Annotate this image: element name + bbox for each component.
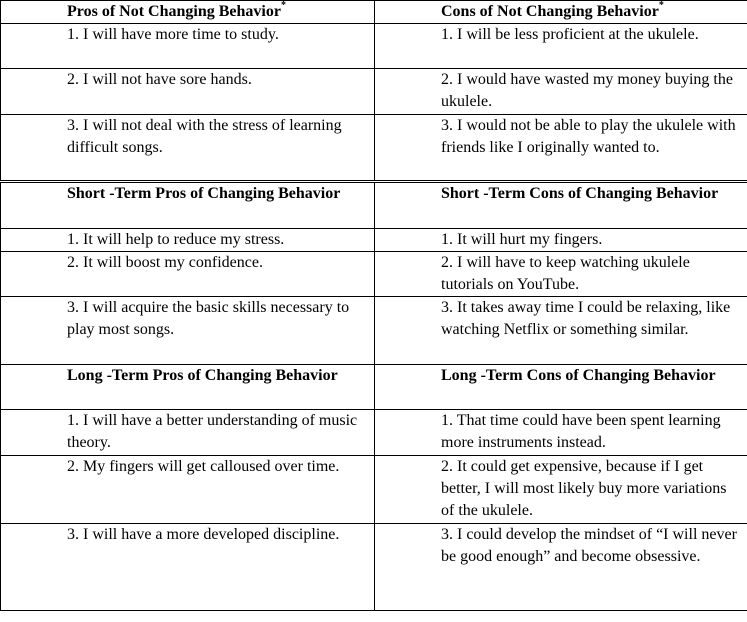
long-term-cons-header: Long -Term Cons of Changing Behavior [375, 365, 747, 410]
section-header-row [1, 365, 747, 410]
con-cell: 1. It will hurt my fingers. [375, 229, 747, 252]
con-cell: 2. It could get expensive, because if I get better, I will most likely buy more variations of the ukulele. [375, 456, 747, 524]
pros-not-changing-header: Pros of Not Changing Behavior* [1, 1, 375, 24]
pro-cell: 1. I will have more time to study. [1, 24, 375, 69]
section-header-row [1, 182, 747, 229]
short-term-pros-header: Short -Term Pros of Changing Behavior [1, 182, 375, 229]
con-cell: 1. I will be less proficient at the ukulele. [375, 24, 747, 69]
pro-cell: 2. It will boost my confidence. [1, 252, 375, 297]
table-row [1, 524, 747, 611]
table-row [1, 410, 747, 456]
con-cell: 3. I could develop the mindset of “I will never be good enough” and become obsessive. [375, 524, 747, 611]
table-row [1, 24, 747, 69]
table-row [1, 115, 747, 182]
pro-cell: 2. I will not have sore hands. [1, 69, 375, 115]
con-cell: 2. I would have wasted my money buying the ukulele. [375, 69, 747, 115]
pro-cell: 1. It will help to reduce my stress. [1, 229, 375, 252]
con-cell: 1. That time could have been spent learning more instruments instead. [375, 410, 747, 456]
table-row [1, 229, 747, 252]
con-cell: 2. I will have to keep watching ukulele tutorials on YouTube. [375, 252, 747, 297]
pro-cell: 3. I will have a more developed discipline. [1, 524, 375, 611]
con-cell: 3. I would not be able to play the ukulele with friends like I originally wanted to. [375, 115, 747, 182]
cons-not-changing-header: Cons of Not Changing Behavior* [375, 1, 747, 24]
table-row [1, 252, 747, 297]
long-term-pros-header: Long -Term Pros of Changing Behavior [1, 365, 375, 410]
pro-cell: 1. I will have a better understanding of music theory. [1, 410, 375, 456]
short-term-cons-header: Short -Term Cons of Changing Behavior [375, 182, 747, 229]
pro-cell: 3. I will acquire the basic skills necessary to play most songs. [1, 297, 375, 365]
pro-cell: 3. I will not deal with the stress of learning difficult songs. [1, 115, 375, 182]
con-cell: 3. It takes away time I could be relaxing, like watching Netflix or something similar. [375, 297, 747, 365]
pro-cell: 2. My fingers will get calloused over time. [1, 456, 375, 524]
section-header-row [1, 1, 747, 24]
table-row [1, 297, 747, 365]
table-row [1, 456, 747, 524]
table-row [1, 69, 747, 115]
